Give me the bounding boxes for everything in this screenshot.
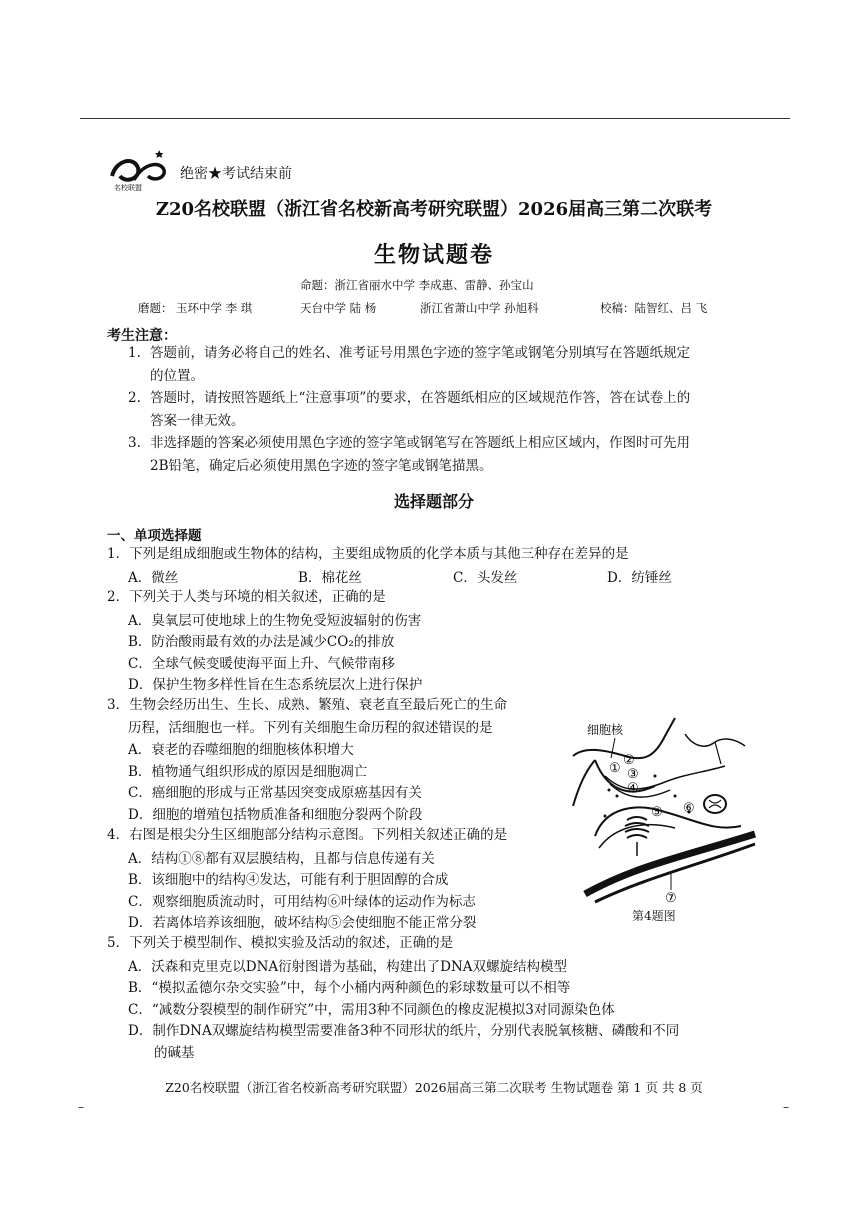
q3-option-d: D．细胞的增殖包括物质准备和细胞分裂两个阶段	[128, 807, 423, 823]
notice-text: 非选择题的答案必须使用黑色字迹的签字笔或钢笔写在答题纸上相应区域内，作图时可先用	[150, 435, 690, 451]
q1-option-a: A．微丝	[128, 570, 179, 586]
q2-stem: 2．下列关于人类与环境的相关叙述，正确的是	[107, 589, 386, 605]
notice-text: 答题时，请按照答题纸上“注意事项”的要求，在答题纸相应的区域规范作答，答在试卷上的	[150, 390, 691, 406]
q3-stem-line1: 3．生物会经历出生、生长、成熟、繁殖、衰老直至最后死亡的生命	[107, 697, 508, 713]
notice-text: 的位置。	[150, 368, 204, 384]
structure-1-label: ①	[609, 761, 621, 776]
q3-option-a: A．衰老的吞噬细胞的细胞核体积增大	[128, 742, 354, 758]
notice-text: 2B铅笔，确定后必须使用黑色字迹的签字笔或钢笔描黑。	[150, 458, 493, 474]
q1-option-b: B．棉花丝	[298, 570, 362, 586]
structure-2-label: ②	[623, 753, 635, 768]
footer-dash-right: –	[783, 1100, 789, 1114]
q5-option-a: A．沃森和克里克以DNA衍射图谱为基础，构建出了DNA双螺旋结构模型	[128, 959, 568, 975]
structure-6-label: ⑥	[683, 801, 695, 816]
logo-text: 名校联盟	[114, 184, 142, 192]
q2-option-c: C．全球气候变暖使海平面上升、气候带南移	[128, 656, 395, 672]
part-heading: 一、单项选择题	[107, 528, 202, 544]
page-footer: Z20名校联盟（浙江省名校新高考研究联盟）2026届高三第二次联考 生物试题卷 第 1 页 共 8 页	[165, 1080, 703, 1095]
structure-4-label: ④	[627, 781, 639, 796]
q1-stem: 1．下列是组成细胞或生物体的结构，主要组成物质的化学本质与其他三种存在差异的是	[107, 546, 629, 562]
notice-item-3	[128, 432, 768, 478]
q3-option-b: B．植物通气组织形成的原因是细胞凋亡	[128, 764, 368, 780]
figure-caption: 第4题图	[632, 909, 676, 923]
section-title: 选择题部分	[393, 492, 474, 511]
q4-option-c: C．观察细胞质流动时，可用结构⑥叶绿体的运动作为标志	[128, 894, 476, 910]
notice-num: 1.	[128, 345, 141, 361]
paper-title: 生物试题卷	[373, 242, 494, 268]
reviewer-2: 天台中学 陆 杨	[300, 301, 377, 315]
notice-text: 答案一律无效。	[150, 413, 245, 429]
q5-option-b: B．“模拟孟德尔杂交实验”中，每个小桶内两种颜色的彩球数量可以不相等	[128, 980, 571, 996]
structure-7-label: ⑦	[665, 891, 677, 906]
top-rule	[80, 118, 790, 119]
q4-option-b: B．该细胞中的结构④发达，可能有利于胆固醇的合成	[128, 872, 449, 888]
q1-option-c: C．头发丝	[453, 570, 518, 586]
notice-text: 答题前，请务必将自己的姓名、准考证号用黑色字迹的签字笔或钢笔分别填写在答题纸规定	[150, 345, 690, 361]
q5-stem: 5．下列关于模型制作、模拟实验及活动的叙述，正确的是	[107, 935, 454, 951]
cell-structure-diagram	[565, 716, 757, 906]
footer-dash-left: –	[78, 1100, 84, 1114]
q3-option-c: C．癌细胞的形成与正常基因突变成原癌基因有关	[128, 785, 422, 801]
proposer-line: 命题：浙江省丽水中学 李成惠、雷静、孙宝山	[300, 278, 534, 292]
q5-option-c: C．“减数分裂模型的制作研究”中，需用3种不同颜色的橡皮泥模拟3对同源染色体	[128, 1002, 615, 1018]
q4-stem: 4．右图是根尖分生区细胞部分结构示意图。下列相关叙述正确的是	[107, 827, 508, 843]
reviewer-3: 浙江省萧山中学 孙旭科	[420, 301, 539, 315]
exam-title: Z20名校联盟（浙江省名校新高考研究联盟）2026届高三第二次联考	[155, 199, 713, 220]
alliance-logo	[108, 150, 188, 192]
q2-option-a: A．臭氧层可使地球上的生物免受短波辐射的伤害	[128, 613, 422, 629]
q4-option-a: A．结构①⑧都有双层膜结构，且都与信息传递有关	[128, 851, 435, 867]
q1-option-d: D．纺锤丝	[607, 570, 672, 586]
q4-option-d: D．若离体培养该细胞，破坏结构⑤会使细胞不能正常分裂	[128, 915, 477, 931]
notice-num: 3.	[128, 435, 141, 451]
q2-option-b: B．防治酸雨最有效的办法是减少CO₂的排放	[128, 634, 395, 650]
notice-item-2	[128, 387, 768, 433]
proofreaders: 校稿：陆智红、吕 飞	[600, 301, 708, 315]
q5-option-d: D．制作DNA双螺旋结构模型需要准备3种不同形状的纸片，分别代表脱氧核糖、磷酸和不同	[128, 1023, 680, 1039]
confidential-mark: 绝密★考试结束前	[180, 166, 292, 182]
q3-stem-line2: 历程，活细胞也一样。下列有关细胞生命历程的叙述错误的是	[128, 720, 493, 736]
q2-option-d: D．保护生物多样性旨在生态系统层次上进行保护	[128, 677, 423, 693]
notice-num: 2.	[128, 390, 141, 406]
notice-item-1	[128, 342, 768, 388]
notice-heading: 考生注意：	[107, 328, 177, 344]
reviewers-label: 磨题：	[138, 301, 173, 315]
nucleus-label: 细胞核	[587, 723, 624, 737]
structure-3-label: ③	[627, 767, 639, 782]
reviewer-1: 玉环中学 李 琪	[176, 301, 253, 315]
structure-5-label: ⑤	[651, 805, 663, 820]
q5-option-d-cont: 的碱基	[154, 1045, 195, 1061]
